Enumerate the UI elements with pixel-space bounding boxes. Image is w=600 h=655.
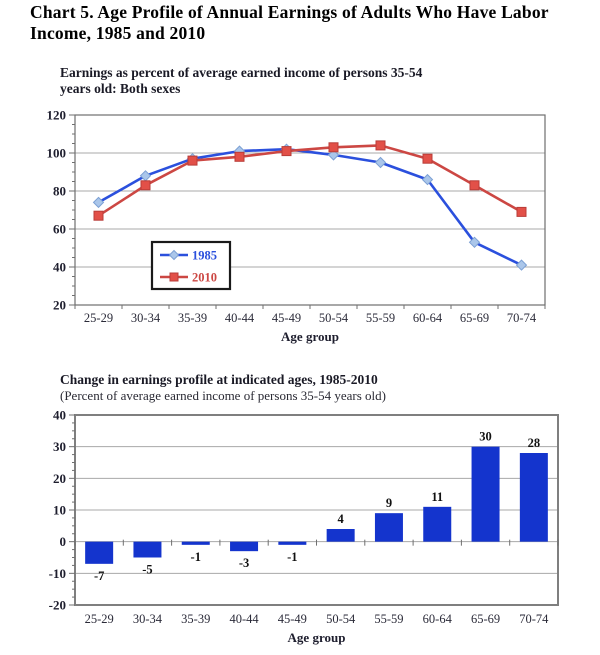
x-axis-labels: [85, 612, 550, 626]
marker-1985: [517, 260, 527, 270]
legend-marker-2010: [170, 273, 178, 281]
marker-2010: [94, 211, 103, 220]
bar-70-74: [520, 453, 548, 542]
bar-chart-title: [60, 372, 378, 388]
x-tick-label: 35-39: [181, 612, 211, 626]
bar-label: -1: [287, 549, 298, 564]
bar-label: -5: [142, 562, 153, 577]
y-tick-label: 30: [53, 439, 66, 455]
marker-1985: [94, 197, 104, 207]
x-axis-labels: [84, 311, 537, 325]
bar-25-29: [85, 542, 113, 564]
y-tick-label: 80: [53, 183, 66, 199]
x-axis-ticks: [75, 305, 545, 309]
line-chart: [28, 105, 568, 355]
y-tick-label: 0: [59, 534, 66, 550]
marker-2010: [329, 143, 338, 152]
legend-box: [152, 242, 230, 289]
y-tick-label: 120: [46, 107, 66, 123]
bar-label: -1: [190, 549, 201, 564]
x-tick-label: 45-49: [271, 311, 302, 325]
bar-chart-title-line1: Change in earnings profile at indicated ages, 1985-2010: [60, 372, 378, 387]
legend-label-1985: 1985: [192, 248, 217, 263]
y-tick-label: 40: [53, 407, 66, 423]
x-tick-label: 70-74: [519, 612, 549, 626]
legend: [152, 242, 230, 289]
x-tick-label: 30-34: [132, 612, 163, 626]
y-tick-label: -20: [48, 597, 66, 613]
y-tick-label: -10: [48, 565, 66, 581]
bar-55-59: [375, 513, 403, 541]
page-title-line2: Income, 1985 and 2010: [30, 23, 206, 43]
bar-label: 4: [337, 512, 344, 526]
y-axis-ticks: [69, 115, 75, 305]
line-chart-title: [60, 65, 422, 97]
line-chart-title-line1: Earnings as percent of average earned income of persons 35-54: [60, 65, 423, 80]
marker-1985: [141, 171, 151, 181]
x-axis-title: Age group: [281, 329, 339, 344]
x-tick-label: 65-69: [459, 311, 490, 325]
series-2010-line: [99, 145, 522, 215]
x-tick-label: 70-74: [506, 311, 537, 325]
bar-label: 11: [431, 489, 444, 504]
bar-label: 30: [479, 429, 492, 444]
bar-label: -7: [93, 568, 105, 583]
y-tick-label: 20: [53, 470, 66, 486]
y-tick-label: 100: [46, 145, 66, 161]
marker-2010: [376, 141, 385, 150]
x-tick-label: 25-29: [83, 311, 114, 325]
x-tick-label: 60-64: [422, 612, 452, 626]
bar-label: 9: [385, 496, 393, 511]
x-tick-label: 40-44: [224, 311, 255, 325]
line-chart-title-line2: years old: Both sexes: [60, 81, 181, 96]
legend-label-2010: 2010: [192, 270, 217, 285]
bar-label: 28: [527, 436, 541, 450]
x-axis-title: Age group: [287, 630, 346, 645]
bar-chart: [28, 406, 573, 655]
y-tick-label: 10: [53, 502, 66, 518]
marker-2010: [282, 147, 291, 156]
marker-1985: [376, 158, 386, 168]
x-tick-label: 50-54: [326, 612, 356, 626]
marker-2010: [423, 154, 432, 163]
x-tick-label: 55-59: [374, 612, 404, 626]
marker-2010: [141, 181, 150, 190]
bar-50-54: [327, 529, 355, 542]
bar-45-49: [278, 542, 306, 545]
marker-2010: [470, 181, 479, 190]
y-tick-label: 60: [53, 221, 66, 237]
page-title-line1: Chart 5. Age Profile of Annual Earnings of Adults Who Have Labor: [30, 2, 549, 22]
x-tick-label: 40-44: [229, 612, 259, 626]
y-tick-label: 20: [53, 297, 66, 313]
y-axis-labels: [47, 108, 67, 313]
y-tick-label: 40: [53, 259, 66, 275]
bar-30-34: [133, 542, 161, 558]
y-axis-labels: [49, 408, 66, 613]
bar-40-44: [230, 542, 258, 552]
bar-chart-subtitle: (Percent of average earned income of persons 35-54 years old): [60, 388, 386, 403]
x-tick-label: 25-29: [84, 612, 114, 626]
bars: [85, 447, 548, 564]
bar-65-69: [472, 447, 500, 542]
x-tick-label: 55-59: [365, 311, 396, 325]
bar-label: -3: [238, 556, 250, 571]
x-tick-label: 50-54: [318, 311, 349, 325]
marker-2010: [188, 156, 197, 165]
x-tick-label: 60-64: [412, 311, 443, 325]
marker-2010: [235, 152, 244, 161]
plot-frame: [75, 115, 545, 305]
bar-60-64: [423, 507, 451, 542]
page-title: [30, 2, 585, 44]
x-tick-label: 30-34: [130, 311, 161, 325]
marker-2010: [517, 207, 526, 216]
x-tick-label: 65-69: [470, 612, 501, 626]
bar-35-39: [182, 542, 210, 545]
x-tick-label: 45-49: [277, 612, 307, 626]
x-tick-label: 35-39: [177, 311, 208, 325]
